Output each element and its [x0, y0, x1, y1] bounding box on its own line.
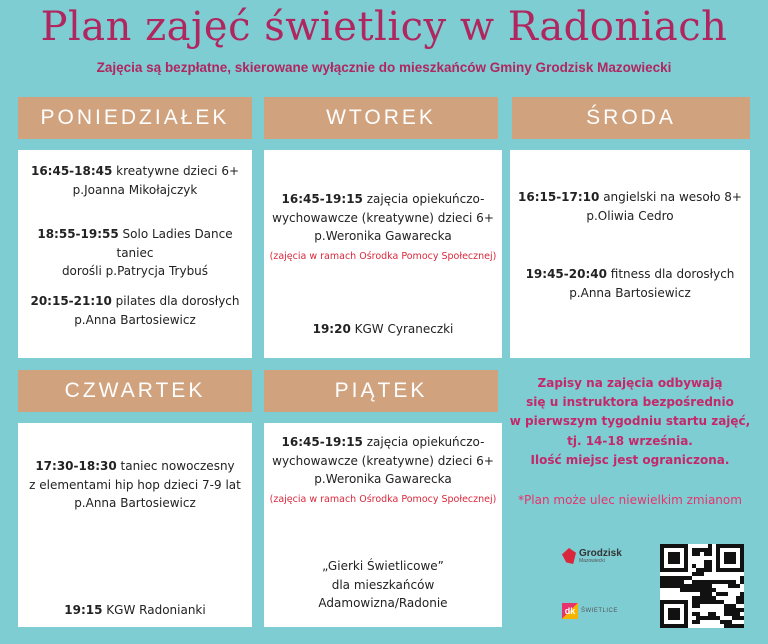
- day-card-tuesday: [264, 150, 502, 358]
- schedule-entry: 19:45-20:40 fitness dla dorosłych p.Anna Bartosiewicz: [525, 267, 735, 300]
- enrollment-info: Zapisy na zajęcia odbywają się u instruktora bezpośrednio w pierwszym tygodniu startu zajęć, tj. 14-18 września. Ilość miejsc jest ograniczona.: [509, 376, 751, 467]
- day-header-wednesday: ŚRODA: [512, 97, 750, 139]
- day-header-thursday: CZWARTEK: [18, 370, 252, 412]
- page-subtitle: Zajęcia są bezpłatne, skierowane wyłącznie do mieszkańców Gminy Grodzisk Mazowiecki: [96, 60, 672, 75]
- grodzisk-logo: Grodzisk Mazowiecki: [562, 548, 622, 564]
- day-header-monday: PONIEDZIAŁEK: [18, 97, 252, 139]
- day-card-friday: [264, 423, 502, 627]
- schedule-entry: „Gierki Świetlicowe” dla mieszkańców Adamowizna/Radonie: [318, 559, 448, 611]
- schedule-entry: 16:45-19:15 zajęcia opiekuńczo- wychowawcze (kreatywne) dzieci 6+ p.Weronika Gawarecka (zajęcia w ramach Ośrodka Pomocy Społecznej): [269, 435, 497, 505]
- day-card-monday: [18, 150, 252, 358]
- plan-change-note: *Plan może ulec niewielkim zmianom: [518, 493, 742, 507]
- page-title: Plan zajęć świetlicy w Radoniach: [40, 4, 728, 50]
- schedule-entry: 16:15-17:10 angielski na wesoło 8+ p.Oliwia Cedro: [518, 190, 742, 223]
- day-header-tuesday: WTOREK: [264, 97, 498, 139]
- schedule-entry: 18:55-19:55 Solo Ladies Dance taniec dorośli p.Patrycja Trybuś: [37, 227, 233, 279]
- day-card-wednesday: [510, 150, 750, 358]
- schedule-entry: 16:45-19:15 zajęcia opiekuńczo- wychowawcze (kreatywne) dzieci 6+ p.Weronika Gawarecka (zajęcia w ramach Ośrodka Pomocy Społecznej): [269, 192, 497, 262]
- qr-code-icon: [660, 544, 744, 628]
- schedule-entry: 19:15 KGW Radonianki: [64, 603, 206, 617]
- grodzisk-mark-icon: [562, 548, 576, 564]
- day-card-thursday: [18, 423, 252, 627]
- schedule-entry: 20:15-21:10 pilates dla dorosłych p.Anna Bartosiewicz: [30, 294, 240, 327]
- opieka-note: (zajęcia w ramach Ośrodka Pomocy Społecznej): [269, 493, 497, 505]
- schedule-entry: 19:20 KGW Cyraneczki: [312, 322, 454, 336]
- schedule-entry: 17:30-18:30 taniec nowoczesny z elementami hip hop dzieci 7-9 lat p.Anna Bartosiewicz: [29, 459, 241, 511]
- schedule-entry: 16:45-18:45 kreatywne dzieci 6+ p.Joanna Mikołajczyk: [30, 164, 240, 197]
- swietlice-logo: dk ŚWIETLICE: [562, 603, 618, 619]
- day-header-friday: PIĄTEK: [264, 370, 498, 412]
- dk-logo-icon: dk: [562, 603, 578, 619]
- opieka-note: (zajęcia w ramach Ośrodka Pomocy Społecznej): [269, 250, 497, 262]
